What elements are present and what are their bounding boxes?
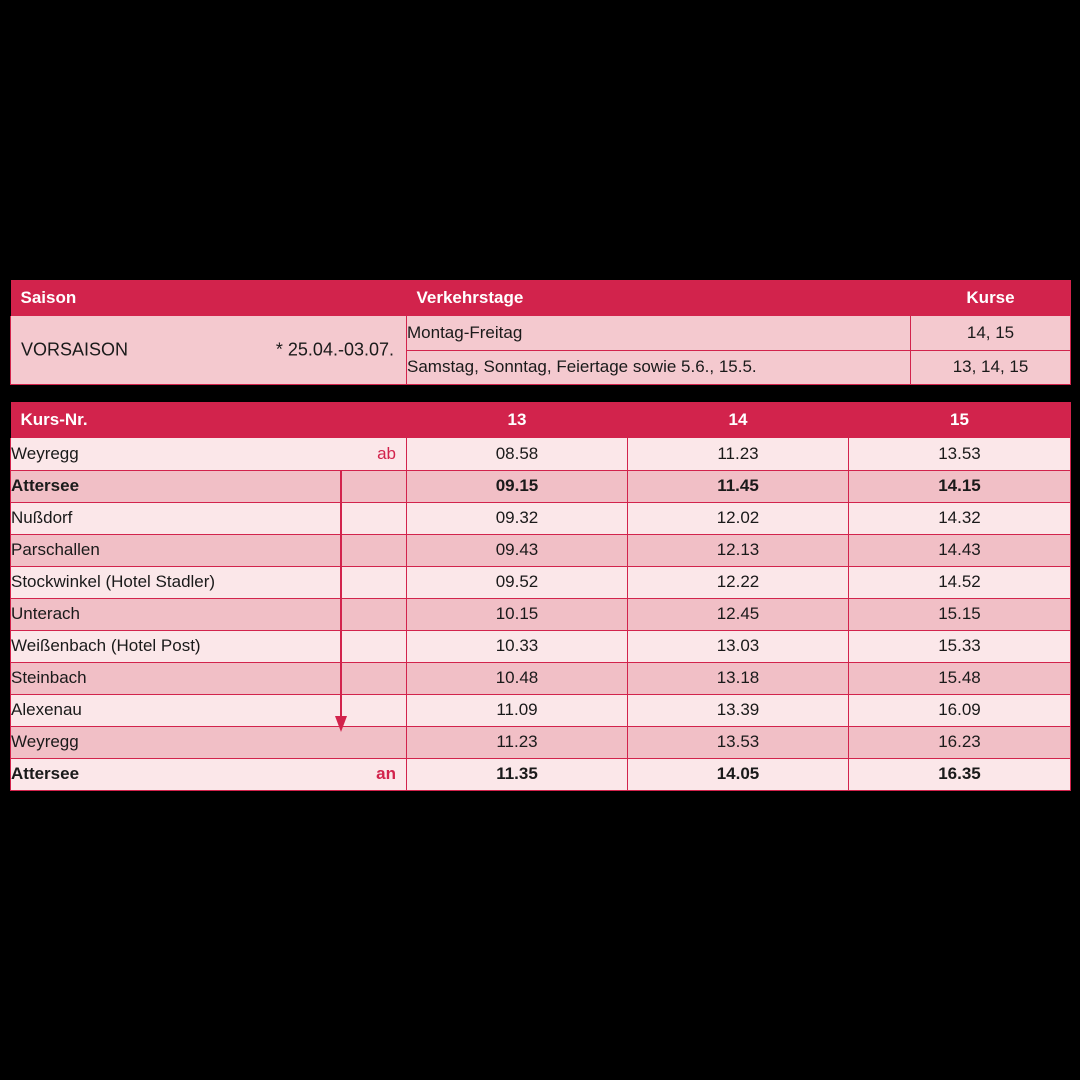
stop-name: Steinbach [11, 668, 87, 687]
time-cell: 16.09 [849, 694, 1071, 726]
season-header-saison: Saison [20, 288, 77, 307]
time-cell: 11.09 [407, 694, 628, 726]
course-timetable [10, 402, 1071, 791]
stop-name: Unterach [11, 604, 80, 623]
time-cell: 09.52 [407, 566, 628, 598]
time-cell: 11.45 [628, 470, 849, 502]
time-cell: 13.18 [628, 662, 849, 694]
time-cell: 15.33 [849, 630, 1071, 662]
time-cell: 13.53 [628, 726, 849, 758]
table-row [11, 630, 1071, 662]
time-cell: 14.32 [849, 502, 1071, 534]
time-cell: 13.53 [849, 438, 1071, 470]
stop-name: Weyregg [11, 443, 79, 463]
stop-name-cell [11, 502, 407, 534]
timetable-header-course-15: 15 [849, 402, 1071, 438]
time-cell: 11.23 [628, 438, 849, 470]
time-cell: 13.39 [628, 694, 849, 726]
stop-name: Stockwinkel (Hotel Stadler) [11, 572, 216, 591]
table-row [11, 470, 1071, 502]
stop-name: Nußdorf [11, 508, 73, 527]
season-label-cell [11, 316, 407, 384]
season-header-verkehrstage-cell [407, 280, 911, 316]
time-cell: 12.22 [628, 566, 849, 598]
table-row [11, 598, 1071, 630]
time-cell: 14.05 [628, 758, 849, 790]
time-cell: 14.52 [849, 566, 1071, 598]
stop-name-cell [11, 694, 407, 726]
stop-name: Weißenbach (Hotel Post) [11, 636, 201, 655]
table-row [11, 726, 1071, 758]
stop-name-cell [11, 630, 407, 662]
stop-name-cell [11, 758, 407, 790]
season-name: VORSAISON [21, 339, 129, 360]
stop-name: Parschallen [11, 540, 100, 559]
table-row [11, 758, 1071, 790]
season-dates: * 25.04.-03.07. [275, 339, 394, 360]
stop-name-cell [11, 726, 407, 758]
season-kurse-2: 13, 14, 15 [911, 350, 1071, 384]
time-cell: 12.13 [628, 534, 849, 566]
time-cell: 11.35 [407, 758, 628, 790]
time-cell: 09.43 [407, 534, 628, 566]
time-cell: 09.15 [407, 470, 628, 502]
timetable-header-kursnr: Kurs-Nr. [11, 402, 407, 438]
stop-name-cell [11, 438, 407, 470]
table-row [11, 438, 1071, 470]
stop-name-cell [11, 566, 407, 598]
season-header-kurse-cell [911, 280, 1071, 316]
time-cell: 12.45 [628, 598, 849, 630]
time-cell: 10.33 [407, 630, 628, 662]
time-cell: 13.03 [628, 630, 849, 662]
season-kurse-1: 14, 15 [911, 316, 1071, 350]
table-row [11, 534, 1071, 566]
time-cell: 10.15 [407, 598, 628, 630]
timetable-header-row [11, 402, 1071, 438]
stop-name: Attersee [11, 476, 80, 495]
season-verkehrstage-2: Samstag, Sonntag, Feiertage sowie 5.6., 15.5. [407, 350, 911, 384]
stop-name-cell [11, 534, 407, 566]
time-cell: 16.23 [849, 726, 1071, 758]
stop-name-cell [11, 470, 407, 502]
timetable-header-course-13: 13 [407, 402, 628, 438]
time-cell: 09.32 [407, 502, 628, 534]
table-row [11, 502, 1071, 534]
season-header-saison-cell [11, 280, 407, 316]
time-cell: 14.15 [849, 470, 1071, 502]
time-cell: 11.23 [407, 726, 628, 758]
stop-name-cell [11, 598, 407, 630]
time-cell: 12.02 [628, 502, 849, 534]
timetable-header-course-14: 14 [628, 402, 849, 438]
stop-name: Weyregg [11, 732, 79, 751]
time-cell: 16.35 [849, 758, 1071, 790]
season-header-verkehrstage: Verkehrstage [416, 288, 524, 307]
table-row [11, 694, 1071, 726]
season-header-kurse: Kurse [966, 288, 1015, 307]
stop-name: Alexenau [11, 700, 82, 719]
table-row [11, 566, 1071, 598]
season-verkehrstage-1: Montag-Freitag [407, 316, 911, 350]
arrival-marker: an [376, 764, 396, 783]
time-cell: 10.48 [407, 662, 628, 694]
time-cell: 15.48 [849, 662, 1071, 694]
departure-marker: ab [377, 443, 396, 463]
time-cell: 15.15 [849, 598, 1071, 630]
season-row-1 [11, 316, 1071, 350]
stop-name-cell [11, 662, 407, 694]
table-row [11, 662, 1071, 694]
stop-name: Attersee [11, 764, 80, 783]
time-cell: 08.58 [407, 438, 628, 470]
season-table [10, 280, 1071, 385]
season-table-header-row [11, 280, 1071, 316]
time-cell: 14.43 [849, 534, 1071, 566]
